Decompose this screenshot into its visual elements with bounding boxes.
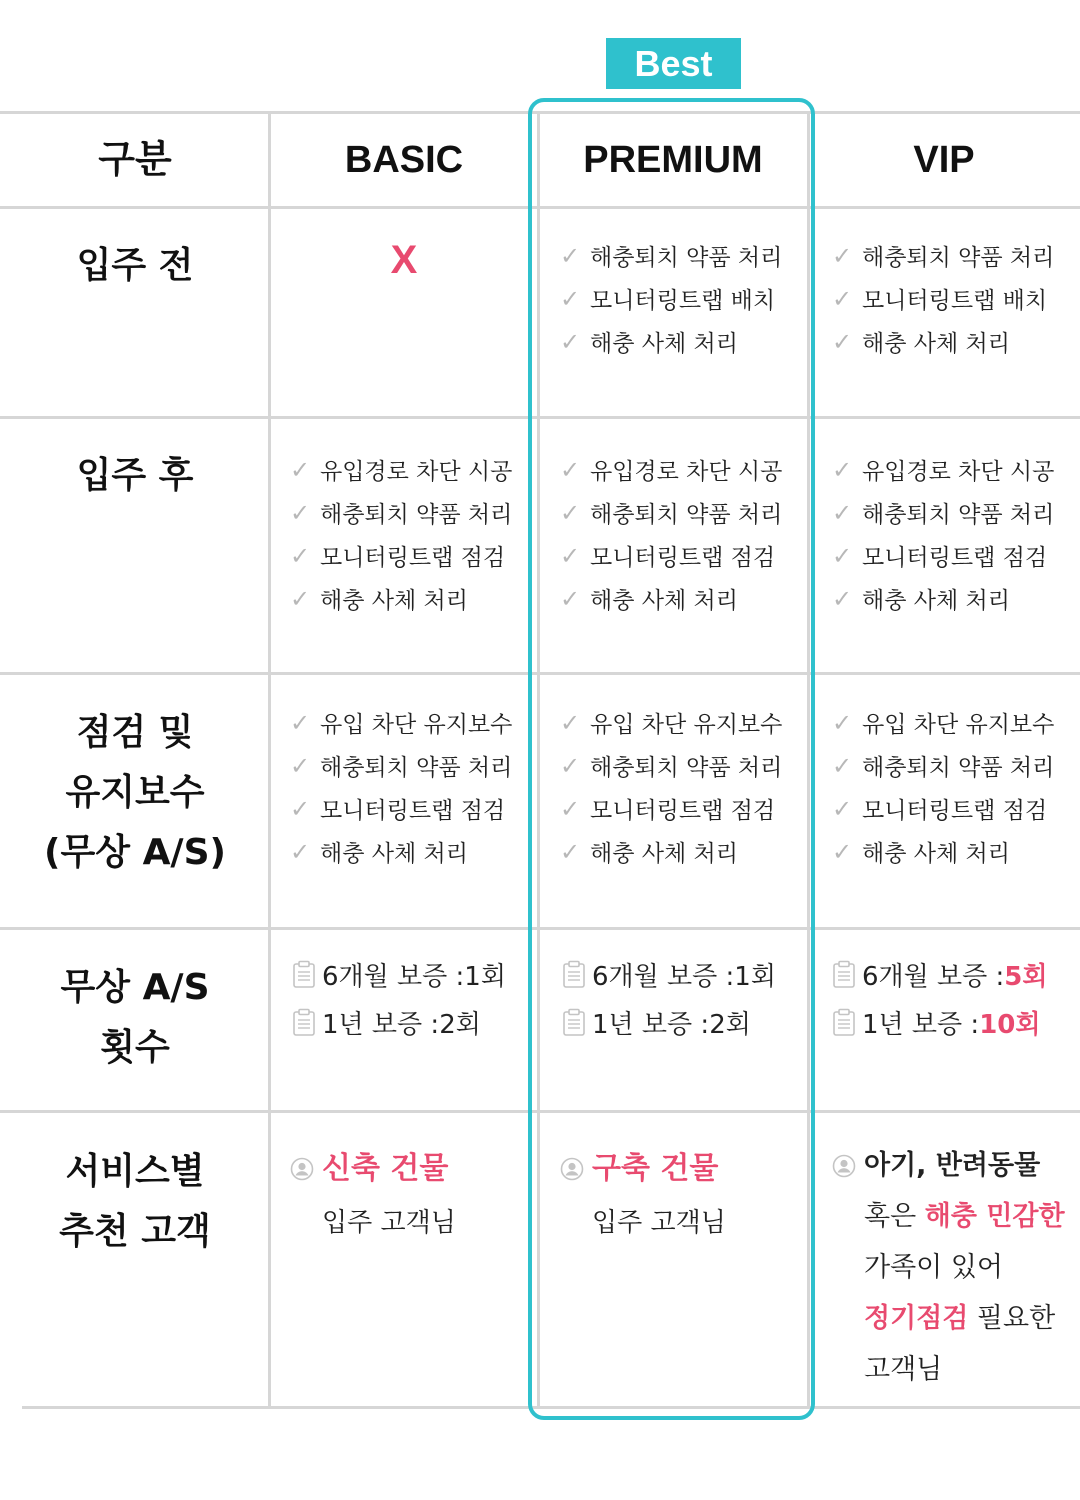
check-item <box>832 787 1054 830</box>
check-item <box>560 701 782 744</box>
vip-recommend-line1: 아기, 반려동물 <box>864 1150 1041 1181</box>
check-icon: ✓ <box>290 837 311 866</box>
check-item <box>560 830 782 873</box>
vip-recommend-line3: 가족이 있어 <box>864 1252 1003 1283</box>
check-icon: ✓ <box>832 751 853 780</box>
row-label-before: 입주 전 <box>76 245 194 286</box>
check-icon: ✓ <box>290 541 311 570</box>
check-item-label: 해충퇴치 약품 처리 <box>862 245 1055 271</box>
best-badge: Best <box>606 38 741 89</box>
vip-maintenance-list <box>832 701 1054 873</box>
check-item <box>832 744 1054 787</box>
as-count-value: 1회 <box>734 961 776 992</box>
person-icon <box>832 1154 856 1178</box>
check-icon: ✓ <box>560 284 581 313</box>
check-icon: ✓ <box>290 708 311 737</box>
check-item-label: 해충퇴치 약품 처리 <box>320 502 513 528</box>
check-icon: ✓ <box>560 241 581 270</box>
check-icon: ✓ <box>560 455 581 484</box>
vip-recommend-line4-plain: 필요한 <box>968 1303 1056 1334</box>
check-item <box>560 491 782 534</box>
check-item <box>832 320 1054 363</box>
check-icon: ✓ <box>832 541 853 570</box>
as-period-label: 1년 보증 : <box>322 1009 440 1040</box>
check-item-label: 유입 차단 유지보수 <box>590 712 783 738</box>
as-count-value: 5회 <box>1004 961 1048 992</box>
person-icon <box>560 1157 584 1181</box>
check-icon: ✓ <box>832 455 853 484</box>
check-item-label: 해충 사체 처리 <box>320 588 468 614</box>
check-item-label: 모니터링트랩 점검 <box>320 798 506 824</box>
check-item-label: 해충 사체 처리 <box>862 841 1010 867</box>
as-count-value: 10회 <box>979 1009 1041 1040</box>
check-icon: ✓ <box>832 498 853 527</box>
header-category: 구분 <box>98 139 172 181</box>
check-item <box>290 830 512 873</box>
check-item <box>290 701 512 744</box>
vip-after-list <box>832 448 1054 620</box>
vip-recommend-line4 <box>832 1293 1065 1344</box>
as-count-item <box>292 950 506 998</box>
premium-after-list <box>560 448 782 620</box>
recommend-highlight: 구축 건물 <box>592 1151 719 1186</box>
as-period-label: 6개월 보증 : <box>322 961 465 992</box>
check-icon: ✓ <box>560 837 581 866</box>
check-item <box>832 830 1054 873</box>
row-label-recommend: 서비스별 추천 고객 <box>59 1151 211 1252</box>
not-included-mark: X <box>390 238 418 282</box>
as-period-label: 1년 보증 : <box>862 1009 980 1040</box>
check-item-label: 모니터링트랩 점검 <box>590 798 776 824</box>
row-label-after: 입주 후 <box>76 455 194 496</box>
basic-before-cell <box>270 238 538 283</box>
check-item <box>832 234 1054 277</box>
check-icon: ✓ <box>832 284 853 313</box>
check-icon: ✓ <box>290 584 311 613</box>
check-item <box>832 277 1054 320</box>
as-count-item <box>292 998 506 1046</box>
as-period-label: 6개월 보증 : <box>862 961 1005 992</box>
check-item <box>832 534 1054 577</box>
check-item-label: 해충 사체 처리 <box>862 331 1010 357</box>
check-item <box>560 448 782 491</box>
premium-before-list <box>560 234 782 363</box>
check-item-label: 해충 사체 처리 <box>862 588 1010 614</box>
check-icon: ✓ <box>832 837 853 866</box>
check-item-label: 해충퇴치 약품 처리 <box>590 245 783 271</box>
check-icon: ✓ <box>290 455 311 484</box>
vip-recommend-line2-highlight: 해충 민감한 <box>924 1201 1065 1232</box>
clipboard-icon <box>562 1008 586 1036</box>
check-item <box>832 448 1054 491</box>
as-count-item <box>562 998 776 1046</box>
check-item <box>560 744 782 787</box>
as-count-item <box>832 998 1048 1046</box>
premium-maintenance-list <box>560 701 782 873</box>
check-icon: ✓ <box>560 327 581 356</box>
clipboard-icon <box>292 1008 316 1036</box>
check-item <box>832 577 1054 620</box>
recommend-text: 입주 고객님 <box>322 1208 456 1238</box>
row-label-maintenance: 점검 및 유지보수 (무상 A/S) <box>44 712 226 873</box>
clipboard-icon <box>292 960 316 988</box>
check-item <box>290 787 512 830</box>
check-item <box>560 577 782 620</box>
vip-before-list <box>832 234 1054 363</box>
check-item-label: 모니터링트랩 점검 <box>862 798 1048 824</box>
header-premium: PREMIUM <box>583 139 763 181</box>
basic-after-list <box>290 448 512 620</box>
check-item <box>560 534 782 577</box>
recommend-highlight: 신축 건물 <box>322 1151 449 1186</box>
check-item <box>290 577 512 620</box>
as-count-value: 1회 <box>464 961 506 992</box>
basic-maintenance-list <box>290 701 512 873</box>
check-item-label: 해충퇴치 약품 처리 <box>862 502 1055 528</box>
basic-as-list <box>292 950 506 1046</box>
check-item-label: 유입경로 차단 시공 <box>590 459 783 485</box>
vip-recommend-line5: 고객님 <box>864 1354 943 1385</box>
check-item-label: 유입 차단 유지보수 <box>320 712 513 738</box>
check-icon: ✓ <box>560 498 581 527</box>
check-icon: ✓ <box>560 794 581 823</box>
vip-recommend-line4-highlight: 정기점검 <box>864 1303 969 1334</box>
check-item-label: 해충 사체 처리 <box>590 588 738 614</box>
check-icon: ✓ <box>560 584 581 613</box>
check-item-label: 해충퇴치 약품 처리 <box>590 502 783 528</box>
vip-as-list <box>832 950 1048 1046</box>
check-icon: ✓ <box>832 241 853 270</box>
check-item-label: 모니터링트랩 점검 <box>590 545 776 571</box>
check-item <box>832 701 1054 744</box>
as-period-label: 1년 보증 : <box>592 1009 710 1040</box>
check-icon: ✓ <box>832 794 853 823</box>
check-item <box>290 744 512 787</box>
check-icon: ✓ <box>560 751 581 780</box>
as-count-value: 2회 <box>709 1009 751 1040</box>
check-item-label: 유입경로 차단 시공 <box>862 459 1055 485</box>
header-basic: BASIC <box>344 139 464 181</box>
check-icon: ✓ <box>832 327 853 356</box>
premium-recommend-cell <box>560 1142 726 1250</box>
check-icon: ✓ <box>290 498 311 527</box>
check-item-label: 모니터링트랩 점검 <box>320 545 506 571</box>
as-period-label: 6개월 보증 : <box>592 961 735 992</box>
check-item <box>560 320 782 363</box>
check-icon: ✓ <box>290 794 311 823</box>
check-item-label: 해충퇴치 약품 처리 <box>862 755 1055 781</box>
vip-recommend-line2 <box>832 1191 1065 1242</box>
clipboard-icon <box>832 960 856 988</box>
check-icon: ✓ <box>832 584 853 613</box>
clipboard-icon <box>562 960 586 988</box>
check-item <box>560 277 782 320</box>
check-item-label: 해충퇴치 약품 처리 <box>590 755 783 781</box>
as-count-item <box>562 950 776 998</box>
as-count-value: 2회 <box>439 1009 481 1040</box>
check-icon: ✓ <box>290 751 311 780</box>
check-item-label: 유입 차단 유지보수 <box>862 712 1055 738</box>
person-icon <box>290 1157 314 1181</box>
check-item-label: 모니터링트랩 배치 <box>590 288 776 314</box>
check-icon: ✓ <box>560 708 581 737</box>
check-icon: ✓ <box>560 541 581 570</box>
check-icon: ✓ <box>832 708 853 737</box>
check-item <box>560 234 782 277</box>
header-vip: VIP <box>913 139 975 181</box>
check-item-label: 해충 사체 처리 <box>320 841 468 867</box>
check-item <box>560 787 782 830</box>
clipboard-icon <box>832 1008 856 1036</box>
check-item-label: 모니터링트랩 점검 <box>862 545 1048 571</box>
check-item <box>832 491 1054 534</box>
check-item-label: 해충퇴치 약품 처리 <box>320 755 513 781</box>
as-count-item <box>832 950 1048 998</box>
check-item <box>290 448 512 491</box>
vip-recommend-cell <box>832 1140 1065 1395</box>
check-item-label: 해충 사체 처리 <box>590 331 738 357</box>
check-item <box>290 491 512 534</box>
check-item <box>290 534 512 577</box>
vip-recommend-line2-plain: 혹은 <box>864 1201 925 1232</box>
recommend-text: 입주 고객님 <box>592 1208 726 1238</box>
basic-recommend-cell <box>290 1142 456 1250</box>
row-label-as-count: 무상 A/S 횟수 <box>60 967 210 1068</box>
premium-as-list <box>562 950 776 1046</box>
check-item-label: 모니터링트랩 배치 <box>862 288 1048 314</box>
check-item-label: 해충 사체 처리 <box>590 841 738 867</box>
check-item-label: 유입경로 차단 시공 <box>320 459 513 485</box>
